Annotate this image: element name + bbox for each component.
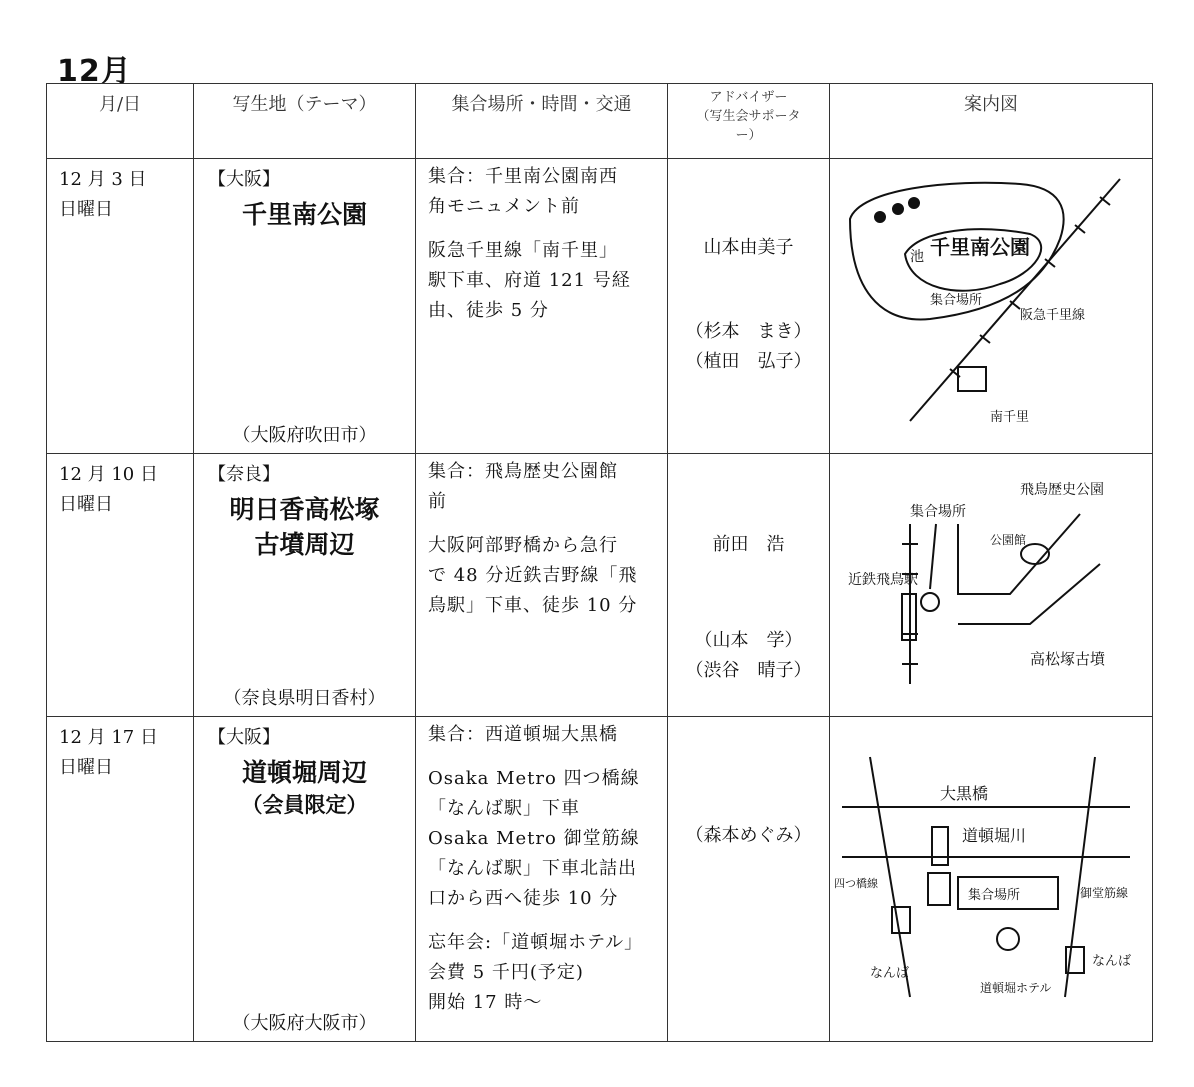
bridge — [932, 827, 948, 865]
place-name: 千里南公園 — [241, 200, 367, 229]
advisor-cell — [668, 454, 829, 686]
station-label: 近鉄飛鳥駅 — [848, 572, 918, 588]
advisor-cell — [668, 717, 829, 851]
meeting-label: 集合場所 — [930, 293, 983, 308]
supporter-2: （渋谷 晴子） — [685, 660, 812, 681]
line-left-label: 四つ橋線 — [834, 877, 878, 890]
hall-label: 公園館 — [990, 533, 1027, 547]
meeting-info: 集合：千里南公園南西 角モニュメント前 阪急千里線「南千里」 駅下車、府道 121 号経 由、徒歩 5 分 — [428, 166, 631, 321]
place-cell: 【奈良】 明日香高松塚 古墳周辺 （奈良県明日香村） — [194, 454, 415, 716]
date-cell: 12 月 17 日 日曜日 — [59, 727, 158, 778]
supporter-1: （杉本 まき） — [685, 321, 812, 342]
tomb-label: 高松塚古墳 — [1030, 650, 1106, 668]
supporter-1: （山本 学） — [694, 630, 803, 651]
header-meeting: 集合場所・時間・交通 — [416, 84, 668, 159]
meeting-marker — [921, 593, 939, 611]
supporter-2: （植田 弘子） — [685, 351, 812, 372]
road — [958, 514, 1080, 594]
advisor-cell — [668, 159, 829, 377]
city-label: （大阪府吹田市） — [232, 425, 377, 446]
line-right-label: 御堂筋線 — [1080, 886, 1129, 900]
line-label: 阪急千里線 — [1020, 308, 1086, 323]
table-row — [47, 454, 1153, 717]
place-cell: 【大阪】 道頓堀周辺 （会員限定） （大阪府大阪市） — [194, 717, 415, 1041]
meeting-info: 集合：飛鳥歴史公園館 前 大阪阿部野橋から急行 で 48 分近鉄吉野線「飛 鳥駅」下車、徒歩 10 分 — [428, 461, 638, 616]
station-box — [958, 367, 986, 391]
hotel-label: 道頓堀ホテル — [980, 981, 1052, 995]
bridge-label: 大黒橋 — [940, 784, 989, 803]
meeting-info: 集合：西道頓堀大黒橋 Osaka Metro 四つ橋線 「なんば駅」下車 Osaka Metro 御堂筋線 「なんば駅」下車北詰出 口から西へ徒歩 10 分 忘年会:「道頓堀ホテル」 会費 5 千円(予定) 開始 17 時～ — [428, 724, 644, 1013]
river-label: 道頓堀川 — [962, 826, 1027, 845]
supporter-1: （森本めぐみ） — [685, 825, 812, 846]
page-title: 12月 — [57, 54, 132, 89]
header-advisor: アドバイザー （写生会サポータ ー） — [668, 84, 830, 159]
park-label: 飛鳥歴史公園 — [1020, 482, 1104, 498]
map-asuka — [830, 454, 1152, 716]
namba-right-label: なんば — [1092, 954, 1132, 969]
advisor-name: 前田 浩 — [712, 534, 785, 555]
meeting-label: 集合場所 — [910, 504, 966, 520]
map-senri — [830, 159, 1152, 453]
members-only-label: （会員限定） — [241, 793, 368, 817]
schedule-table — [46, 83, 1153, 1042]
place-cell: 【大阪】 千里南公園 （大阪府吹田市） — [194, 159, 415, 453]
map-dotonbori — [830, 717, 1152, 1041]
rail-right — [1065, 757, 1095, 997]
meeting-label: 集合場所 — [968, 888, 1021, 903]
header-map: 案内図 — [830, 84, 1153, 159]
header-row — [47, 84, 1153, 159]
table-row — [47, 717, 1153, 1042]
city-label: （大阪府大阪市） — [232, 1013, 377, 1034]
date-cell: 12 月 10 日 日曜日 — [59, 464, 158, 515]
meeting-spot — [928, 873, 950, 905]
station-label: 南千里 — [990, 410, 1030, 425]
hotel-marker — [997, 928, 1019, 950]
header-place: 写生地（テーマ） — [194, 84, 416, 159]
table-row — [47, 159, 1153, 454]
park-label: 千里南公園 — [930, 235, 1030, 259]
header-date: 月/日 — [47, 84, 194, 159]
pond-label: 池 — [910, 249, 924, 265]
namba-left-label: なんば — [870, 966, 910, 981]
advisor-name: 山本由美子 — [703, 237, 794, 258]
place-name: 道頓堀周辺 — [241, 758, 367, 787]
place-name: 明日香高松塚 古墳周辺 — [229, 495, 380, 559]
city-label: （奈良県明日香村） — [223, 688, 386, 709]
date-cell: 12 月 3 日 日曜日 — [59, 169, 147, 220]
